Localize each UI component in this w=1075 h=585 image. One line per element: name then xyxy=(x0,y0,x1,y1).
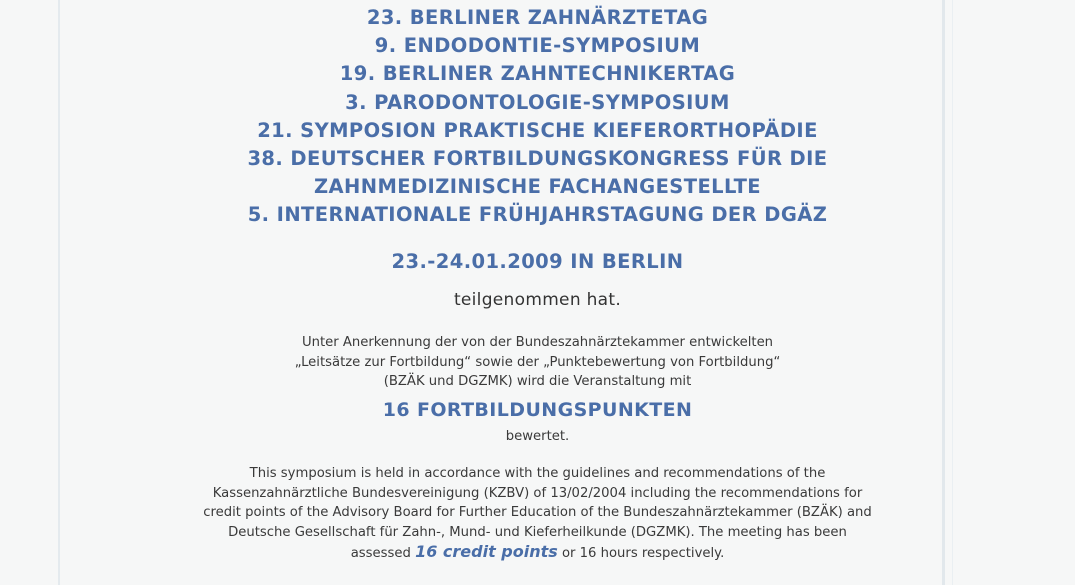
continuing-education-points: 16 FORTBILDUNGSPUNKTEN xyxy=(382,399,693,421)
date-location: 23.-24.01.2009 IN BERLIN xyxy=(391,250,684,273)
event-title: 21. SYMPOSION PRAKTISCHE KIEFERORTHOPÄDIE xyxy=(257,118,818,142)
english-text-line: This symposium is held in accordance with the guidelines and recommendations of the xyxy=(249,466,826,481)
english-text-line: Kassenzahnärztliche Bundesvereinigung (KZBV) of 13/02/2004 including the recommendations for xyxy=(212,485,863,501)
event-title: 38. DEUTSCHER FORTBILDUNGSKONGRESS FÜR DIE xyxy=(247,147,828,171)
assessed-prefix: assessed xyxy=(350,546,416,562)
event-title: ZAHNMEDIZINISCHE FACHANGESTELLTE xyxy=(313,175,762,199)
event-title: 5. INTERNATIONALE FRÜHJAHRSTAGUNG DER DGÄZ xyxy=(247,203,828,227)
event-title: 19. BERLINER ZAHNTECHNIKERTAG xyxy=(339,62,736,86)
german-text-line: „Leitsätze zur Fortbildung“ sowie der „Punktebewertung von Fortbildung“ xyxy=(294,354,781,370)
assessed-suffix: or 16 hours respectively. xyxy=(557,546,725,562)
english-text-line-last xyxy=(0,542,1075,564)
participation-statement: teilgenommen hat. xyxy=(453,290,622,310)
event-title: 23. BERLINER ZAHNÄRZTETAG xyxy=(366,6,709,29)
german-accreditation-text xyxy=(0,333,1075,392)
english-text-line: credit points of the Advisory Board for Further Education of the Bundeszahnärztekammer (BZÄK) and xyxy=(203,505,872,521)
german-text-line: Unter Anerkennung der von der Bundeszahnärztekammer entwickelten xyxy=(301,335,774,350)
german-text-line: (BZÄK und DGZMK) wird die Veranstaltung mit xyxy=(383,374,692,389)
credit-points-emphasis: 16 credit points xyxy=(415,542,558,562)
event-title: 3. PARODONTOLOGIE-SYMPOSIUM xyxy=(345,90,730,114)
event-title: 9. ENDODONTIE-SYMPOSIUM xyxy=(374,34,701,58)
event-list xyxy=(0,4,1075,230)
english-accreditation-text xyxy=(0,464,1075,564)
english-text-line: Deutsche Gesellschaft für Zahn-, Mund- und Kieferheilkunde (DGZMK). The meeting has been xyxy=(228,524,847,540)
rated-statement: bewertet. xyxy=(505,429,570,444)
